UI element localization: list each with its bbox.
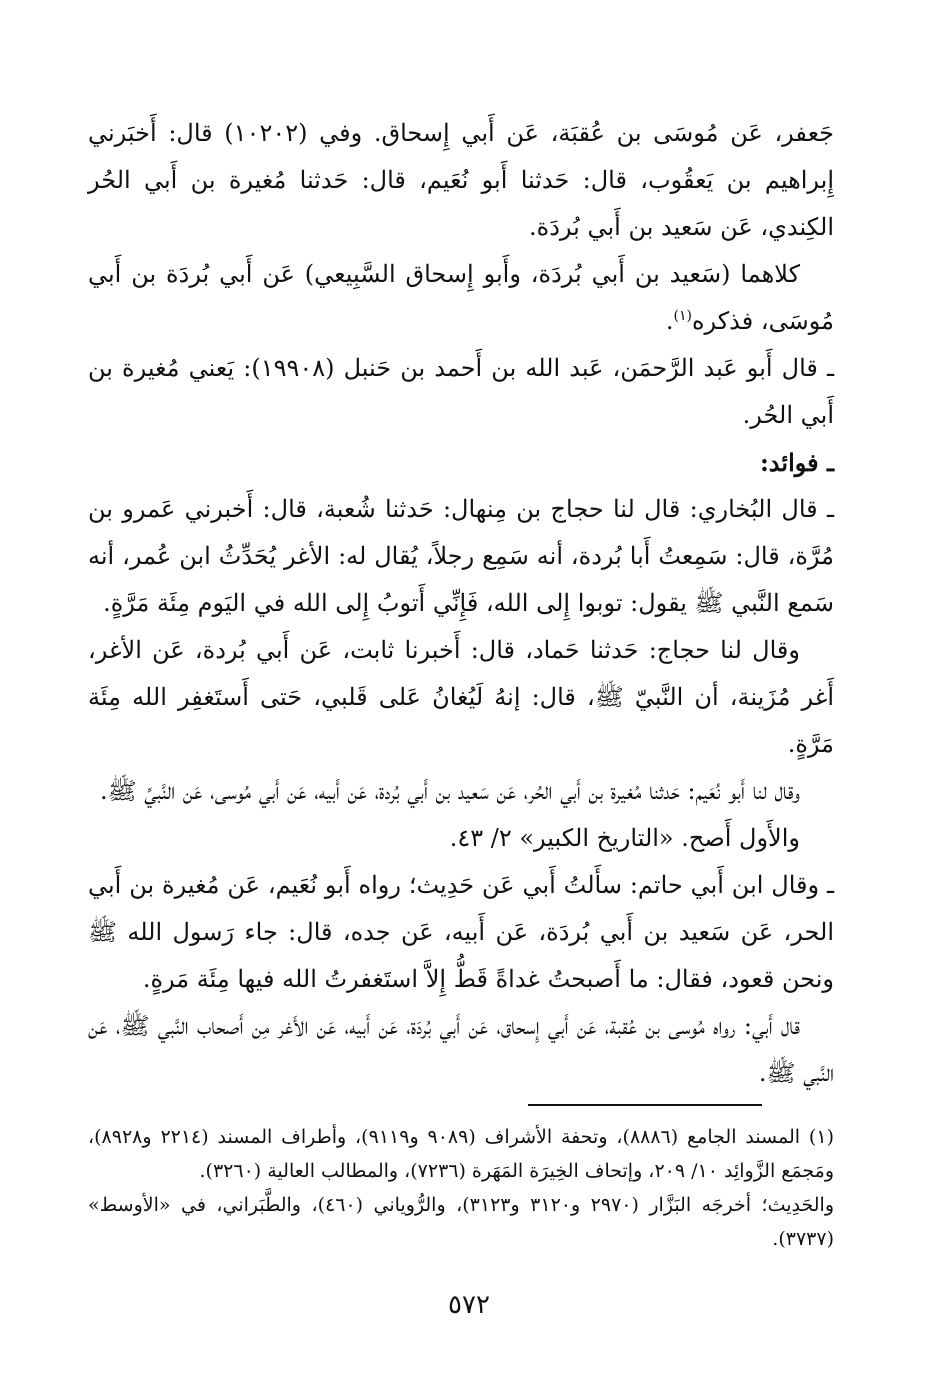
main-text [88,110,834,1097]
footnotes [88,1120,834,1256]
page-number: ٥٧٢ [448,1290,490,1320]
paragraph-9: قال أَبي: رواه مُوسى بن عُقبة، عَن أَبي إِسحاق، عَن أَبي بُردَة، عَن أَبيه، عَن الأَغر مِن أَصحاب النَّبي ﷺ، عَن النَّبي ﷺ. [88,1012,834,1087]
footnote-divider [528,1104,762,1106]
paragraph-2 [88,251,834,345]
paragraph-1: جَعفر، عَن مُوسَى بن عُقبَة، عَن أَبي إِسحاق. وفي (١٠٢٠٢) قال: أَخبَرني إِبراهيم بن يَعقُوب، قال: حَدثنا أَبو نُعَيم، قال: حَدثنا مُغيرة بن أَبي الحُر الكِندي، عَن سَعيد بن أَبي بُردَة. [88,119,834,241]
paragraph-4: ـ قال البُخاري: قال لنا حجاج بن مِنهال: حَدثنا شُعبة، قال: أَخبرني عَمرو بن مُرَّة، قال: سَمِعتُ أَبا بُردة، أنه سَمِع رجلاً، يُقال له: الأغر يُحَدِّثُ ابن عُمر، أنه سَمع النَّبي ﷺ يقول: توبوا إِلى الله، فَإِنِّي أَتوبُ إِلى الله في اليَوم مِئَة مَرَّةٍ. [88,495,834,617]
paragraph-2-text: كلاهما (سَعيد بن أَبي بُردَة، وأَبو إِسحاق السَّبِيعي) عَن أَبي بُردَة بن أَبي مُوسَى، فذكره [88,260,834,335]
footnote-1: (١) المسند الجامع (٨٨٨٦)، وتحفة الأشراف (٩٠٨٩ و٩١١٩)، وأطراف المسند (٢٢١٤ و٨٩٢٨)، ومَجمَع الزَّوائِد ١٠/ ٢٠٩، وإتحاف الخِيرَة المَهَرة (٧٢٣٦)، والمطالب العالية (٣٢٦٠). [88,1126,834,1182]
paragraph-3: ـ قال أَبو عَبد الرَّحمَن، عَبد الله بن أَحمد بن حَنبل (١٩٩٠٨): يَعني مُغيرة بن أَبي الحُر. [88,354,834,429]
section-heading: ـ فوائد: [759,448,834,477]
footnote-1-continued: والحَدِيث؛ أخرجَه البَزَّار (٢٩٧٠ و٣١٢٠ و٣١٢٣)، والرُّوياني (٤٦٠)، والطَّبَراني، في «الأوسط» (٣٧٣٧). [88,1194,834,1250]
paragraph-7: والأَول أَصح. «التاريخ الكبير» ٢/ ٤٣. [449,824,800,852]
footnote-marker[interactable]: (١) [673,308,692,324]
paragraph-5: وقال لنا حجاج: حَدثنا حَماد، قال: أَخبرنا ثابت، عَن أَبي بُردة، عَن الأغر، أَغر مُزَينة، أن النَّبيّ ﷺ، قال: إنهُ لَيُغانُ عَلى قَلبي، حَتى أَستَغفِر الله مِئَة مَرَّةٍ. [88,636,834,758]
paragraph-2-end: . [665,307,674,335]
paragraph-6: وقال لنا أَبو نُعَيم: حَدثنا مُغيرة بن أَبي الحُر، عَن سَعيد بن أَبي بُردة، عَن أَبيه، عَن أَبي مُوسى، عَن النَّبيِّ ﷺ. [99,777,800,805]
paragraph-8: ـ وقال ابن أَبي حاتم: سأَلتُ أَبي عَن حَدِيث؛ رواه أَبو نُعَيم، عَن مُغيرة بن أَبي الحر، عَن سَعيد بن أَبي بُردَة، عَن أَبيه، عَن جده، قال: جاء رَسول الله ﷺ ونحن قعود، فقال: ما أَصبحتُ غداةً قَطُّ إِلاَّ استَغفرتُ الله فيها مِئَة مَرةٍ. [88,871,834,993]
